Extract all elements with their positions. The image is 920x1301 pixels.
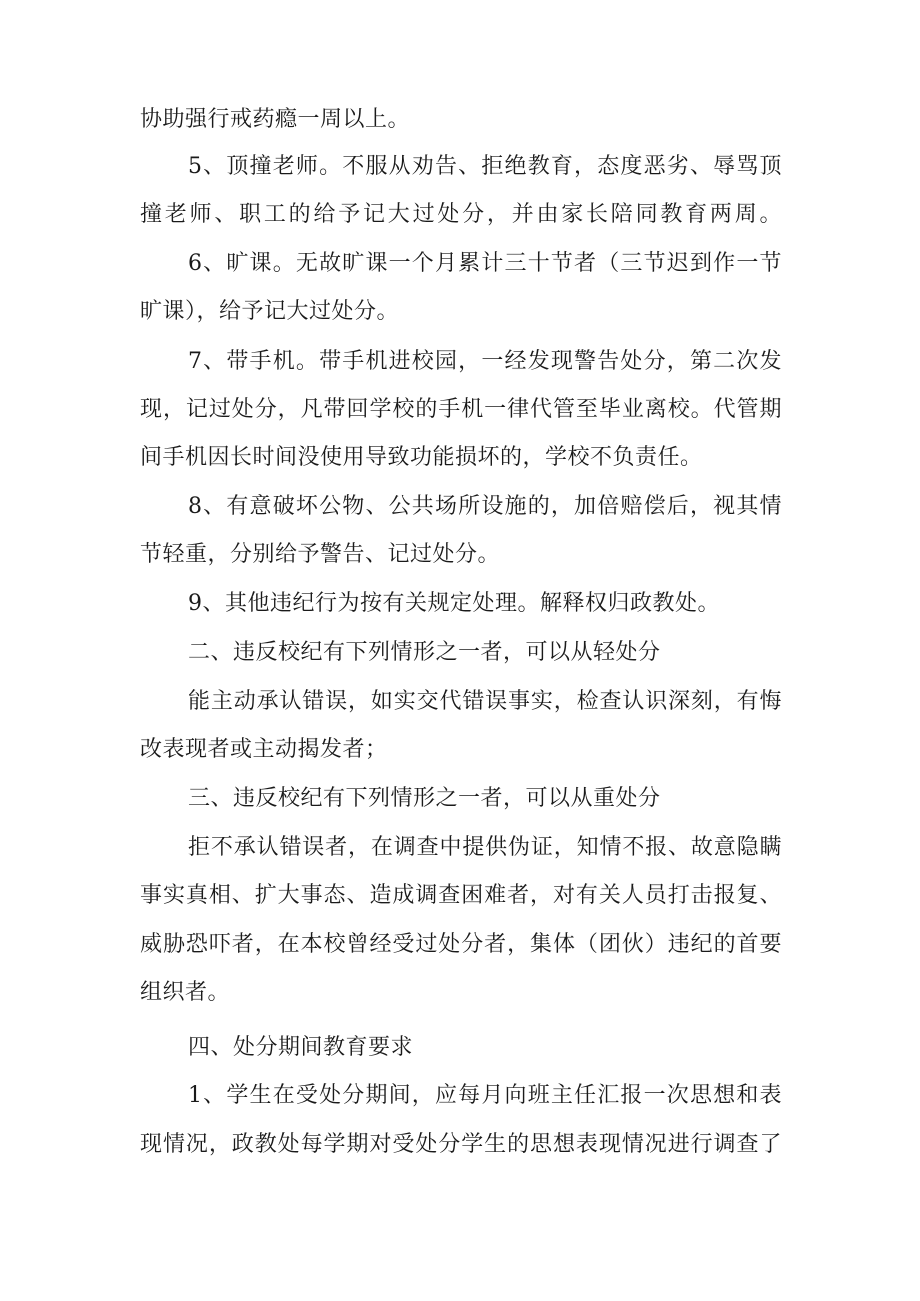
text-line-16: 拒不承认错误者，在调查中提供伪证，知情不报、故意隐瞒 bbox=[188, 835, 782, 860]
text-line-17: 事实真相、扩大事态、造成调查困难者，对有关人员打击报复、 bbox=[140, 883, 782, 908]
text-line-19: 组织者。 bbox=[140, 980, 231, 1005]
text-line-13: 能主动承认错误，如实交代错误事实，检查认识深刻，有悔 bbox=[188, 689, 782, 714]
text-line-8: 间手机因长时间没使用导致功能损坏的，学校不负责任。 bbox=[140, 445, 703, 470]
text-line-2: 5、顶撞老师。不服从劝告、拒绝教育，态度恶劣、辱骂顶 bbox=[188, 154, 782, 179]
section-heading-4: 四、处分期间教育要求 bbox=[188, 1035, 414, 1060]
text-line-6: 7、带手机。带手机进校园，一经发现警告处分，第二次发 bbox=[188, 349, 782, 374]
text-line-11: 9、其他违纪行为按有关规定处理。解释权归政教处。 bbox=[188, 591, 720, 616]
section-heading-3: 三、违反校纪有下列情形之一者，可以从重处分 bbox=[188, 786, 661, 811]
text-line-1: 协助强行戒药瘾一周以上。 bbox=[140, 107, 411, 132]
text-line-9: 8、有意破坏公物、公共场所设施的，加倍赔偿后，视其情 bbox=[188, 494, 782, 519]
text-line-5: 旷课），给予记大过处分。 bbox=[140, 299, 400, 324]
section-heading-2: 二、违反校纪有下列情形之一者，可以从轻处分 bbox=[188, 640, 661, 665]
text-line-14: 改表现者或主动揭发者； bbox=[140, 737, 388, 762]
text-line-18: 威胁恐吓者，在本校曾经受过处分者，集体（团伙）违纪的首要 bbox=[140, 932, 782, 957]
text-line-7: 现，记过处分，凡带回学校的手机一律代管至毕业离校。代管期 bbox=[140, 397, 782, 422]
text-line-3: 撞老师、职工的给予记大过处分，并由家长陪同教育两周。 bbox=[140, 202, 782, 227]
text-line-22: 现情况，政教处每学期对受处分学生的思想表现情况进行调查了 bbox=[140, 1132, 782, 1157]
text-line-21: 1、学生在受处分期间，应每月向班主任汇报一次思想和表 bbox=[188, 1083, 782, 1108]
text-line-4: 6、旷课。无故旷课一个月累计三十节者（三节迟到作一节 bbox=[188, 251, 782, 276]
text-line-10: 节轻重，分别给予警告、记过处分。 bbox=[140, 542, 501, 567]
